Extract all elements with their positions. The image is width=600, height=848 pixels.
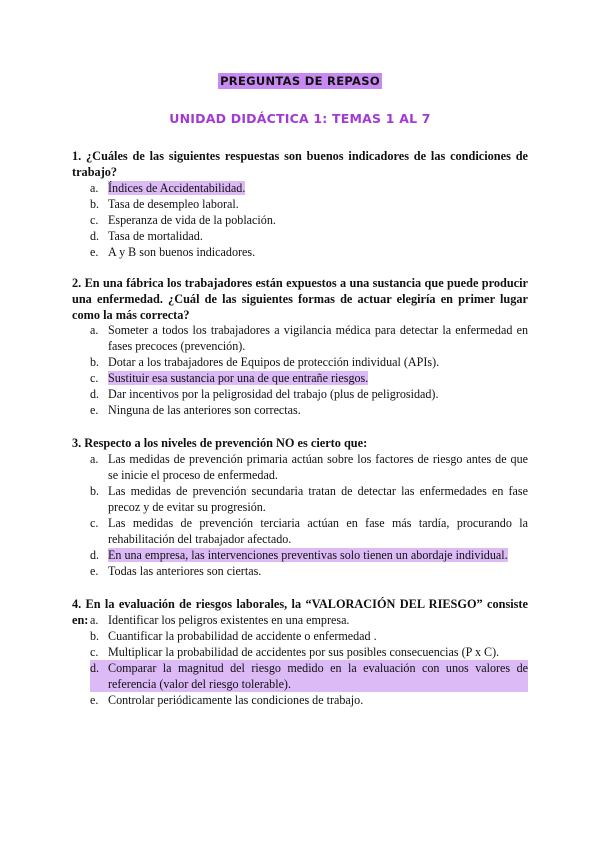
option-text: Tasa de desempleo laboral. <box>108 197 239 211</box>
option-4b: b. Cuantificar la probabilidad de accidente o enfermedad . <box>90 629 377 643</box>
option-4e: e. Controlar periódicamente las condiciones de trabajo. <box>90 693 364 707</box>
option-text: Las medidas de prevención terciaria actúan en fase más tardía, procurando la rehabilitación del trabajador afectado. <box>108 516 528 546</box>
option-1a: a. Índices de Accidentabilidad. <box>90 181 246 195</box>
option-3e: e. Todas las anteriores son ciertas. <box>90 564 262 578</box>
question-4-options <box>90 612 528 708</box>
option-text: En una empresa, las intervenciones preventivas solo tienen un abordaje individual. <box>108 548 508 562</box>
option-text: Las medidas de prevención secundaria tratan de detectar las enfermedades en fase precoz y de evitar su progresión. <box>108 484 528 514</box>
option-text: Las medidas de prevención primaria actúan sobre los factores de riesgo antes de que se inicie el proceso de enfermedad. <box>108 452 528 482</box>
question-2: 2. En una fábrica los trabajadores están expuestos a una sustancia que puede producir una enfermedad. ¿Cuál de las siguientes formas de actuar elegiría en primer lugar como la más correcta? <box>72 276 528 322</box>
option-4c: c. Multiplicar la probabilidad de accidentes por sus posibles consecuencias (P x C). <box>90 645 500 659</box>
option-text: Identificar los peligros existentes en una empresa. <box>108 613 350 627</box>
option-3a: a. Las medidas de prevención primaria actúan sobre los factores de riesgo antes de que se inicie el proceso de enfermedad. <box>90 452 528 482</box>
option-text: Someter a todos los trabajadores a vigilancia médica para detectar la enfermedad en fases precoces (prevención). <box>108 323 528 353</box>
option-text: Multiplicar la probabilidad de accidentes por sus posibles consecuencias (P x C). <box>108 645 500 659</box>
question-4: 4. En la evaluación de riesgos laborales, la “VALORACIÓN DEL RIESGO” consiste en: <box>72 597 528 627</box>
option-text: Comparar la magnitud del riesgo medido en la evaluación con unos valores de referencia (valor del riesgo tolerable). <box>108 661 528 691</box>
option-2e: e. Ninguna de las anteriores son correctas. <box>90 403 301 417</box>
option-text: Cuantificar la probabilidad de accidente o enfermedad . <box>108 629 377 643</box>
option-text: Dotar a los trabajadores de Equipos de protección individual (APIs). <box>108 355 440 369</box>
option-text: Índices de Accidentabilidad. <box>108 181 246 195</box>
option-4d: d. Comparar la magnitud del riesgo medido en la evaluación con unos valores de referencia (valor del riesgo tolerable). <box>90 661 528 691</box>
unit-subtitle: UNIDAD DIDÁCTICA 1: TEMAS 1 AL 7 <box>169 111 431 126</box>
option-2c: c. Sustituir esa sustancia por una de que entrañe riesgos. <box>90 371 369 385</box>
option-3d: d. En una empresa, las intervenciones preventivas solo tienen un abordaje individual. <box>90 548 508 562</box>
option-3b: b. Las medidas de prevención secundaria tratan de detectar las enfermedades en fase precoz y de evitar su progresión. <box>90 484 528 514</box>
question-3-options <box>90 451 528 579</box>
question-2-options <box>90 322 528 418</box>
option-4a: a. Identificar los peligros existentes en una empresa. <box>90 613 350 627</box>
option-text: Dar incentivos por la peligrosidad del trabajo (plus de peligrosidad). <box>108 387 439 401</box>
option-2d: d. Dar incentivos por la peligrosidad del trabajo (plus de peligrosidad). <box>90 387 439 401</box>
question-1-options <box>90 180 528 260</box>
option-text: Ninguna de las anteriores son correctas. <box>108 403 301 417</box>
option-text: Sustituir esa sustancia por una de que entrañe riesgos. <box>108 371 369 385</box>
option-1e: e. A y B son buenos indicadores. <box>90 245 256 259</box>
option-2a: a. Someter a todos los trabajadores a vigilancia médica para detectar la enfermedad en fases precoces (prevención). <box>90 323 528 353</box>
title-wrap <box>0 72 600 90</box>
option-text: Tasa de mortalidad. <box>108 229 203 243</box>
question-1: 1. ¿Cuáles de las siguientes respuestas son buenos indicadores de las condiciones de trabajo? <box>72 149 528 179</box>
option-1d: d. Tasa de mortalidad. <box>90 229 203 243</box>
option-text: A y B son buenos indicadores. <box>108 245 256 259</box>
question-3: 3. Respecto a los niveles de prevención NO es cierto que: <box>72 436 368 450</box>
option-text: Controlar periódicamente las condiciones de trabajo. <box>108 693 364 707</box>
option-1b: b. Tasa de desempleo laboral. <box>90 197 239 211</box>
option-3c: c. Las medidas de prevención terciaria actúan en fase más tardía, procurando la rehabilitación del trabajador afectado. <box>90 516 528 546</box>
option-1c: c. Esperanza de vida de la población. <box>90 213 276 227</box>
option-text: Todas las anteriores son ciertas. <box>108 564 262 578</box>
option-text: Esperanza de vida de la población. <box>108 213 276 227</box>
option-2b: b. Dotar a los trabajadores de Equipos de protección individual (APIs). <box>90 355 440 369</box>
page-title: PREGUNTAS DE REPASO <box>220 74 380 88</box>
